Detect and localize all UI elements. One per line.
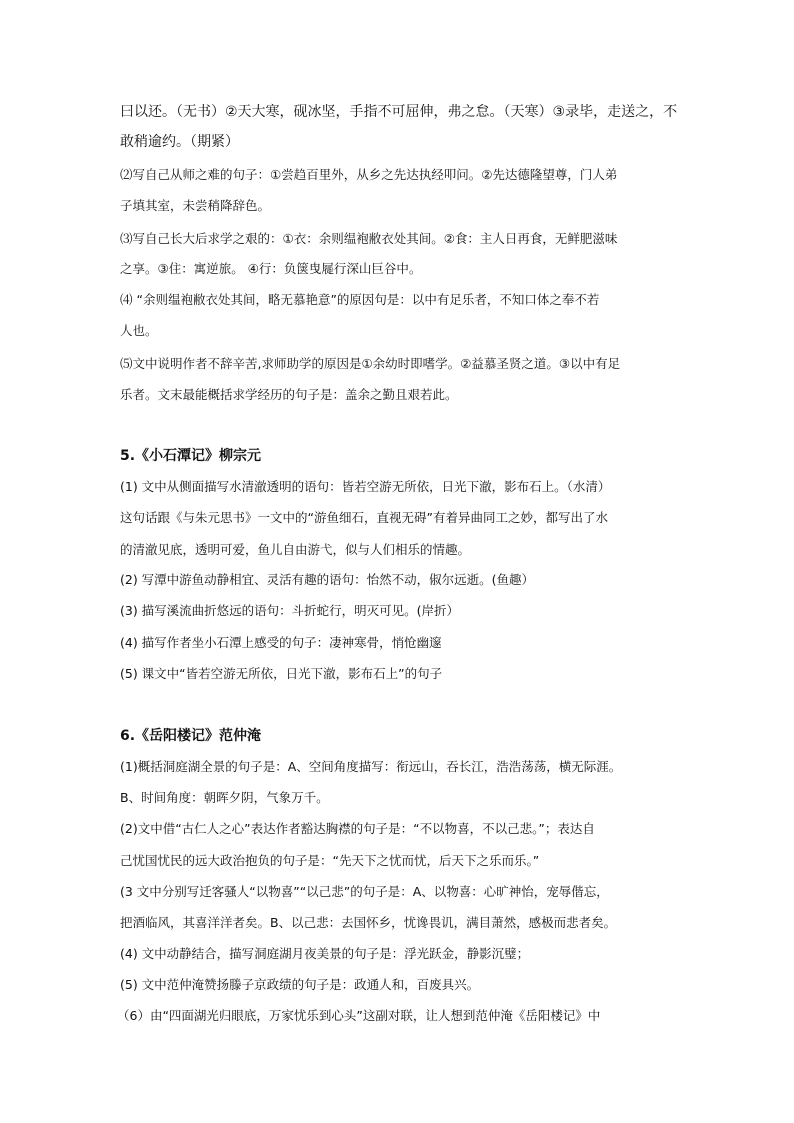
text-line: (5) 文中范仲淹赞扬滕子京政绩的句子是：政通人和，百废具兴。 <box>120 977 480 992</box>
text-line: 子填其室，未尝稍降辞色。 <box>120 198 271 213</box>
text-line: 敢稍逾约。（期紧） <box>120 134 239 150</box>
text-line: (3 文中分别写迁客骚人“以物喜”“以己悲”的句子是：A、以物喜：心旷神怡，宠辱偕忘， <box>120 884 609 899</box>
text-line: ⑵写自己从师之难的句子：①尝趋百里外，从乡之先达执经叩问。②先达德隆望尊，门人弟 <box>120 167 618 182</box>
text-line: 的清澈见底，透明可爱，鱼儿自由游弋，似与人们相乐的情趣。 <box>120 542 471 557</box>
text-line: (2)文中借“古仁人之心”表达作者豁达胸襟的句子是：“不以物喜，不以己悲。”；表达自 <box>120 821 595 836</box>
section-heading: 6.《岳阳楼记》范仲淹 <box>120 728 262 744</box>
text-line: B、时间角度：朝晖夕阴，气象万千。 <box>120 790 329 805</box>
text-line: ⑸文中说明作者不辞辛苦,求师助学的原因是①余幼时即嗜学。②益慕圣贤之道。③以中有足 <box>120 356 621 371</box>
text-line: (1) 文中从侧面描写水清澈透明的语句：皆若空游无所依，日光下澈，影布石上。（水清） <box>120 479 611 494</box>
text-line: (3) 描写溪流曲折悠远的语句：斗折蛇行，明灭可见。(岸折） <box>120 603 460 618</box>
text-line: 曰以还。（无书）②天大寒，砚冰坚，手指不可屈伸，弗之怠。（天寒）③录毕，走送之，不 <box>120 104 678 120</box>
text-line: ⑶写自己长大后求学之艰的：①衣：余则缊袍敝衣处其间。②食：主人日再食，无鲜肥滋味 <box>120 231 618 246</box>
text-line: （6）由“四面湖光归眼底，万家忧乐到心头”这副对联，让人想到范仲淹《岳阳楼记》中 <box>117 1008 601 1023</box>
text-line: (4) 描写作者坐小石潭上感受的句子：凄神寒骨，悄怆幽邃 <box>120 635 442 650</box>
text-line: 把酒临风，其喜洋洋者矣。B、以己悲：去国怀乡，忧谗畏讥，满目萧然，感极而悲者矣。 <box>120 915 617 930</box>
text-line: (1)概括洞庭湖全景的句子是：A、空间角度描写：衔远山，吞长江，浩浩荡荡，横无际涯。 <box>120 759 622 774</box>
text-line: (5) 课文中“皆若空游无所依，日光下澈，影布石上”的句子 <box>120 666 443 681</box>
text-line: 之享。③住：寓逆旅。 ④行：负箧曳屣行深山巨谷中。 <box>120 261 422 276</box>
text-line: (4) 文中动静结合，描写洞庭湖月夜美景的句子是：浮光跃金，静影沉璧； <box>120 946 530 961</box>
text-line: 乐者。文末最能概括求学经历的句子是：盖余之勤且艰若此。 <box>120 387 458 402</box>
text-line: 人也。 <box>120 323 158 338</box>
text-line: ⑷ “余则缊袍敝衣处其间，略无慕艳意”的原因句是：以中有足乐者，不知口体之奉不若 <box>120 292 600 307</box>
text-line: (2) 写潭中游鱼动静相宜、灵活有趣的语句：怡然不动，俶尔远逝。(鱼趣） <box>120 572 535 587</box>
section-heading: 5.《小石潭记》柳宗元 <box>120 448 262 464</box>
text-line: 己忧国忧民的远大政治抱负的句子是：“先天下之忧而忧，后天下之乐而乐。” <box>120 853 540 868</box>
text-line: 这句话跟《与朱元思书》一文中的“游鱼细石，直视无碍”有着异曲同工之妙，都写出了水 <box>120 510 608 525</box>
